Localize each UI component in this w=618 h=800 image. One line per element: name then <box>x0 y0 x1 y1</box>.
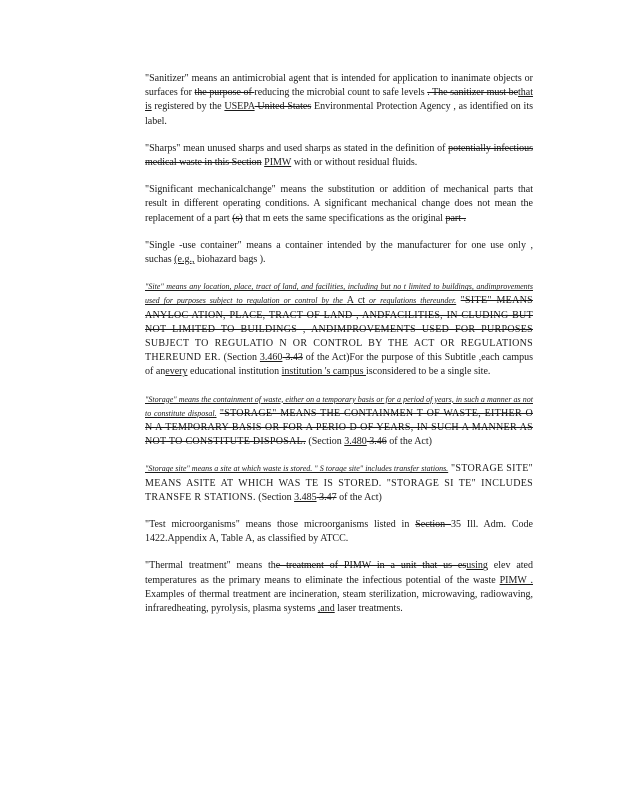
text: "Single -use container" means a container intended by the manufacturer for one use only , suchas <box>145 239 533 266</box>
inserted-text: institution 's campus <box>281 366 366 378</box>
deleted-text: the purpose of <box>194 87 255 99</box>
inserted-italic-text: "Site" means any location, place, tract of land, and facilities, including but no t limited to buildings, andimprovements used for purposes subject to regulation or control by the <box>145 282 533 306</box>
deleted-text: potentially infectious medical waste in this Section <box>145 142 534 169</box>
deleted-text: part . <box>445 212 467 224</box>
inserted-italic-text: "Storage" means the containment of waste, either on a temporary basis or for a period of years, in such a manner as not to constitute disposal. <box>145 394 533 418</box>
inserted-text: A ct <box>346 295 366 307</box>
caps-text: "STORAGE SITE" MEANS ASITE AT WHICH WAS TE IS STORED. "STORAGE SI TE" INCLUDES TRANSFE R STATIONS. <box>145 463 533 503</box>
text: isconsidered to be a single site. <box>365 366 491 378</box>
inserted-text: 3.460 <box>259 352 283 364</box>
deleted-caps-text: "SITE" MEANS ANYLOC ATION, PLACE, TRACT OF LAND , ANDFACILITIES, IN CLUDING BUT NOT LIMITED TO BUILDINGS , ANDIMPROVEMENTS USED FOR PURPOSES <box>145 295 534 335</box>
inserted-text: (e.g., <box>174 254 195 266</box>
deleted-text: . The sanitizer must be <box>427 87 519 99</box>
text: of the Act) <box>386 436 432 448</box>
definition-significant-mechanical-change <box>145 183 533 226</box>
definition-storage-site <box>145 462 533 505</box>
inserted-text: PIMW . <box>499 574 533 586</box>
text: of the Act) <box>336 491 382 503</box>
text: laser treatments. <box>334 603 403 615</box>
deleted-text: e treatment of PIMW in a unit that us es <box>275 560 467 572</box>
inserted-text: ,and <box>317 603 335 615</box>
deleted-text: 3.47 <box>316 491 337 503</box>
text: biohazard bags ). <box>194 254 266 266</box>
caps-text: SUBJECT TO REGULATIO N OR CONTROL BY THE ACT OR REGULATIONS THEREUND ER. <box>145 338 533 364</box>
definition-thermal-treatment <box>145 559 533 616</box>
deleted-caps-text: "STORAGE" MEANS THE CONTAINMEN T OF WASTE, EITHER O N A TEMPORARY BASIS OR FOR A PERIO D OF YEARS, IN SUCH A MANNER AS NOT TO CONSTITUTE DISPOSAL. <box>145 407 534 448</box>
text: with or without residual fluids. <box>291 157 418 169</box>
inserted-italic-text: or regulations thereunder. <box>365 296 457 306</box>
definition-site <box>145 280 533 379</box>
inserted-italic-text: "Storage site" means a site at which waste is stored. " S torage site" includes transfer stations. <box>145 464 449 474</box>
inserted-text: 3.485 <box>294 491 317 503</box>
text: "Significant mechanicalchange" means the substitution or addition of mechanical parts that result in different operating conditions. A significant mechanical change does not mean the replacement of a part <box>145 184 533 224</box>
deleted-text: Section <box>415 519 452 531</box>
text: (Section <box>305 436 345 448</box>
definition-sharps <box>145 142 533 170</box>
inserted-text: 3.480 <box>344 436 367 448</box>
text: "Sanitizer" means an antimicrobial agent that is intended for application to inanimate objects or surfaces for <box>145 73 533 99</box>
deleted-text: 3.43 <box>282 352 303 364</box>
inserted-text: using <box>466 560 488 572</box>
definition-single-use-container <box>145 239 533 267</box>
text: (Section <box>220 352 260 364</box>
text: elev ated temperatures as the primary means to eliminate the infectious potential of the waste <box>145 560 533 586</box>
definition-sanitizer <box>145 72 533 129</box>
definition-storage <box>145 393 533 450</box>
text: (Section <box>255 491 295 503</box>
text: Examples of thermal treatment are incineration, steam sterilization, microwaving, radiowaving, infraredheating, pyrolysis, plasma systems <box>145 588 533 615</box>
deleted-text: United States <box>254 101 312 113</box>
text: reducing the microbial count to safe levels <box>254 87 428 99</box>
text: Environmental Protection Agency , as identified on its label. <box>145 101 534 127</box>
text: "Sharps" mean unused sharps and used sharps as stated in the definition of <box>145 142 449 154</box>
text: of the Act)For the purpose of this Subtitle ,each campus of an <box>145 352 533 378</box>
text: educational institution <box>187 366 282 378</box>
inserted-text: every <box>165 366 188 378</box>
text: 35 Ill. Adm. Code 1422.Appendix A, Table A, as classified by ATCC. <box>145 519 533 545</box>
document-page <box>145 72 533 629</box>
text: "Test microorganisms" means those microorganisms listed in <box>145 519 416 531</box>
text: registered by the <box>151 101 225 113</box>
definition-test-microorganisms <box>145 518 533 546</box>
deleted-text: 3.46 <box>366 436 387 448</box>
text: "Thermal treatment" means th <box>145 560 276 572</box>
inserted-text: PIMW <box>264 157 292 169</box>
text: that m eets the same specifications as the original <box>242 212 446 224</box>
deleted-text: (s) <box>232 212 243 224</box>
inserted-text: USEPA <box>224 101 255 113</box>
inserted-text: that is <box>145 87 534 113</box>
